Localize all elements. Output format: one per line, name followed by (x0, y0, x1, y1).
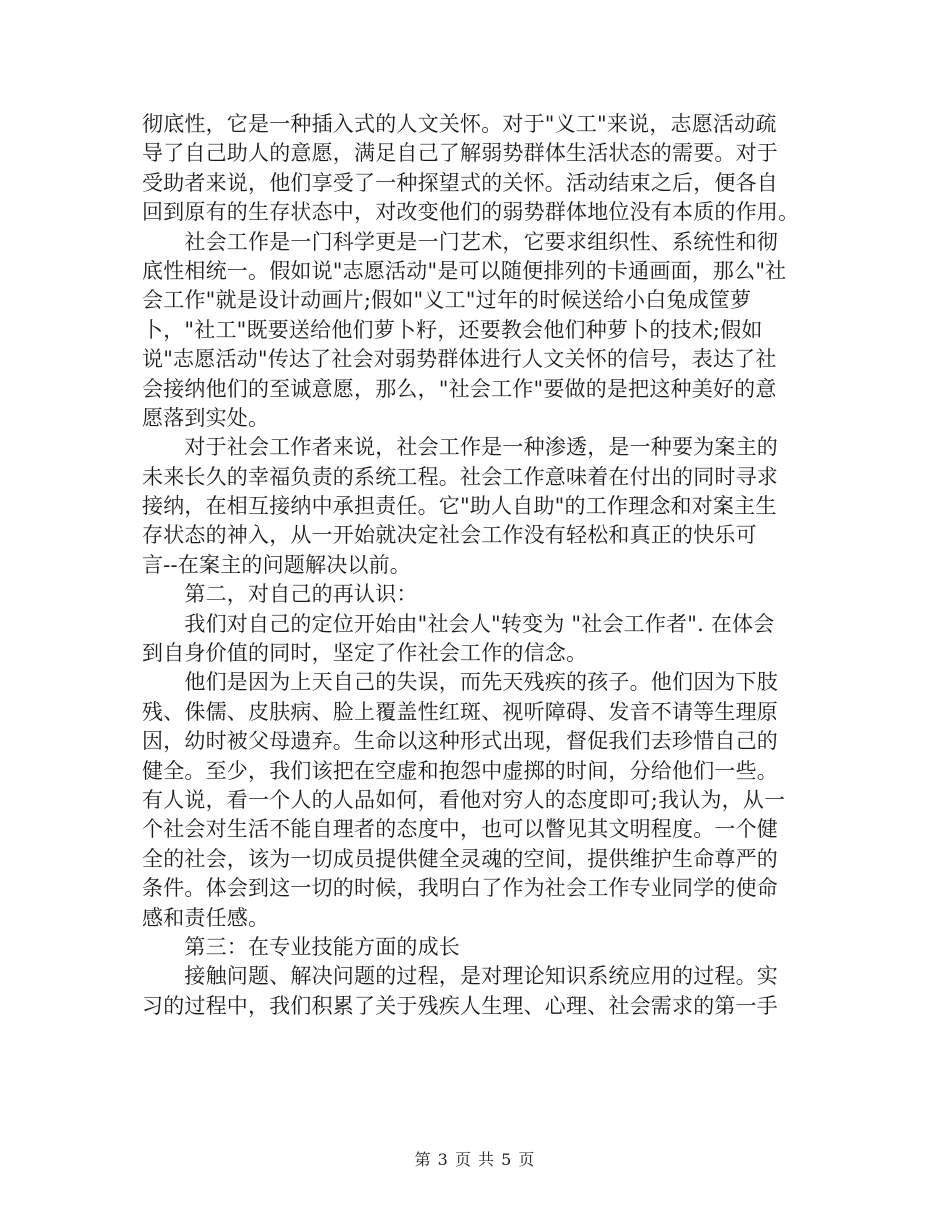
text-line: 对于社会工作者来说，社会工作是一种渗透，是一种要为案主的 (142, 435, 778, 460)
text-line: 到自身价值的同时，坚定了作社会工作的信念。 (142, 641, 588, 666)
text-line: 第三：在专业技能方面的成长 (142, 934, 460, 959)
text-line: 说"志愿活动"传达了社会对弱势群体进行人文关怀的信号，表达了社 (142, 347, 777, 372)
text-line: 彻底性，它是一种插入式的人文关怀。对于"义工"来说，志愿活动疏 (142, 112, 777, 136)
text-line: 底性相统一。假如说"志愿活动"是可以随便排列的卡通画面，那么"社 (142, 258, 787, 283)
text-line: 条件。体会到这一切的时候，我明白了作为社会工作专业同学的使命 (142, 876, 778, 901)
text-line: 全的社会，该为一切成员提供健全灵魂的空间，提供维护生命尊严的 (142, 846, 778, 871)
text-line: 社会工作是一门科学更是一门艺术，它要求组织性、系统性和彻 (142, 229, 778, 254)
text-line: 他们是因为上天自己的失误，而先天残疾的孩子。他们因为下肢 (142, 670, 778, 695)
text-line: 导了自己助人的意愿，满足自己了解弱势群体生活状态的需要。对于 (142, 141, 778, 166)
page-footer: 第 3 页 共 5 页 (414, 1150, 536, 1169)
text-line: 接触问题、解决问题的过程，是对理论知识系统应用的过程。实 (142, 964, 778, 989)
document-body (142, 110, 812, 1021)
text-line: 受助者来说，他们享受了一种探望式的关怀。活动结束之后，便各自 (142, 170, 778, 195)
text-line: 存状态的神入，从一开始就决定社会工作没有轻松和真正的快乐可 (142, 523, 757, 548)
text-line: 因，幼时被父母遗弃。生命以这种形式出现，督促我们去珍惜自己的 (142, 729, 778, 754)
text-line: 健全。至少，我们该把在空虚和抱怨中虚掷的时间，分给他们一些。 (142, 758, 778, 783)
text-line: 习的过程中，我们积累了关于残疾人生理、心理、社会需求的第一手 (142, 993, 778, 1018)
text-line: 回到原有的生存状态中，对改变他们的弱势群体地位没有本质的作用。 (142, 200, 800, 225)
text-line: 言--在案主的问题解决以前。 (142, 552, 411, 577)
text-line: 卜，"社工"既要送给他们萝卜籽，还要教会他们种萝卜的技术;假如 (142, 317, 763, 342)
text-line: 会工作"就是设计动画片;假如"义工"过年的时候送给小白兔成筐萝 (142, 288, 752, 313)
text-line: 残、侏儒、皮肤病、脸上覆盖性红斑、视听障碍、发音不请等生理原 (142, 699, 778, 724)
text-line: 愿落到实处。 (142, 405, 270, 430)
text-line: 我们对自己的定位开始由"社会人"转变为 "社会工作者". 在体会 (142, 611, 775, 636)
text-line: 个社会对生活不能自理者的态度中，也可以瞥见其文明程度。一个健 (142, 817, 778, 842)
text-line: 接纳，在相互接纳中承担责任。它"助人自助"的工作理念和对案主生 (142, 494, 777, 519)
text-line: 有人说，看一个人的人品如何，看他对穷人的态度即可;我认为，从一 (142, 787, 786, 812)
text-line: 未来长久的幸福负责的系统工程。社会工作意味着在付出的同时寻求 (142, 464, 778, 489)
text-line: 第二，对自己的再认识： (142, 582, 418, 607)
text-line: 感和责任感。 (142, 905, 270, 930)
text-line: 会接纳他们的至诚意愿，那么，"社会工作"要做的是把这种美好的意 (142, 376, 777, 401)
